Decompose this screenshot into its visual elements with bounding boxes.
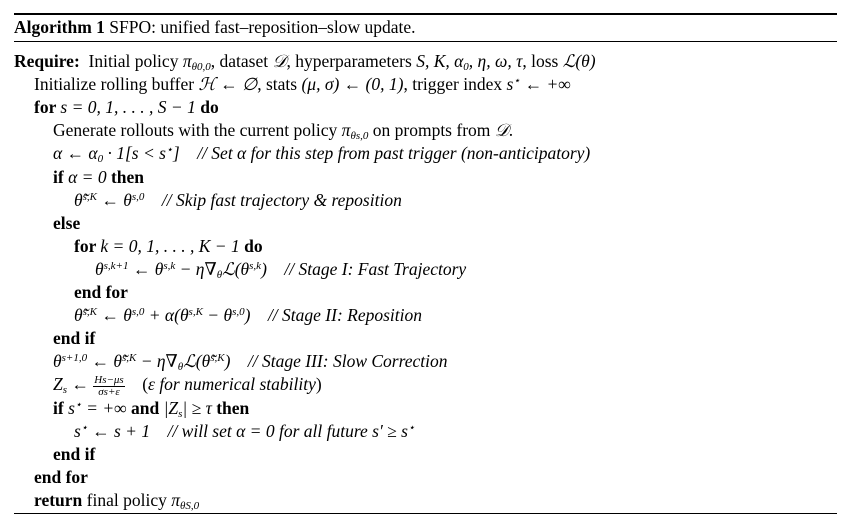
math: θ	[53, 351, 62, 372]
math: ← +∞	[520, 74, 571, 95]
algorithm-line	[53, 443, 95, 466]
algorithm-line	[53, 212, 80, 235]
text: , hyperparameters	[286, 51, 417, 71]
keyword: end for	[74, 282, 128, 302]
math	[144, 190, 162, 210]
math: Z	[53, 374, 63, 395]
algorithm-line	[34, 73, 571, 96]
keyword: for	[34, 97, 61, 118]
fraction-numerator: Hs−μs	[94, 373, 124, 386]
keyword: and	[131, 397, 164, 418]
math: s	[68, 397, 75, 418]
top-rule	[14, 13, 837, 15]
subscript: θS,0	[180, 499, 200, 512]
superscript: s+1,0	[61, 352, 88, 365]
math: ℒ(θ	[222, 258, 250, 279]
keyword: do	[200, 97, 219, 118]
math: θ̃	[74, 189, 83, 210]
math: π	[182, 51, 192, 71]
comment: // Stage II: Reposition	[267, 305, 423, 326]
keyword: if	[53, 397, 69, 418]
math: ← θ	[96, 189, 132, 210]
algorithm-line	[53, 327, 95, 350]
algorithm-line	[53, 166, 144, 189]
bottom-rule	[14, 513, 837, 514]
algorithm-line	[34, 489, 199, 512]
text: Generate rollouts with the current policy	[53, 120, 342, 141]
subscript: θ	[216, 268, 223, 281]
subscript: 0	[97, 153, 104, 166]
keyword: do	[244, 235, 263, 256]
math: ℒ(θ̃	[183, 351, 211, 372]
text: , dataset	[210, 51, 273, 71]
superscript: s,0	[131, 306, 145, 319]
math: π	[341, 120, 351, 141]
math: k = 0, 1, . . . , K − 1	[100, 235, 245, 256]
superscript: s,k+1	[103, 259, 129, 272]
math: ←	[67, 374, 94, 395]
superscript: ⋆	[166, 144, 173, 157]
math: ℋ ← ∅	[198, 74, 258, 95]
math: 𝒟	[272, 51, 287, 71]
math: ← s + 1	[87, 420, 168, 441]
algorithm-line	[74, 420, 415, 443]
comment: // Stage I: Fast Trajectory	[284, 258, 467, 279]
comment: // Set α for this step from past trigger (non-anticipatory)	[197, 143, 591, 164]
algorithm-line	[53, 119, 513, 142]
math: ← θ̃	[87, 351, 122, 372]
subscript: θ0,0	[191, 61, 211, 73]
math: α = 0	[68, 166, 111, 187]
subscript: θ	[177, 361, 184, 374]
keyword: then	[110, 166, 145, 187]
algorithm-line	[95, 258, 466, 281]
text: .	[508, 120, 514, 141]
math: )	[244, 305, 268, 326]
superscript: s,0	[131, 190, 145, 203]
algorithm-title: SFPO: unified fast–reposition–slow update.	[104, 17, 416, 37]
math: − θ	[202, 305, 233, 326]
math: )	[224, 351, 248, 372]
math: )	[261, 258, 285, 279]
algorithm-line	[74, 189, 402, 212]
math: θ	[95, 258, 104, 279]
comment: // will set α = 0 for all future s′ ≥ s	[167, 420, 408, 441]
superscript: s,K	[82, 306, 97, 319]
keyword: end if	[53, 328, 96, 349]
keyword: end if	[53, 443, 96, 464]
caption-rule	[14, 41, 837, 42]
math: α ← α	[53, 143, 98, 164]
math: ← θ	[96, 305, 132, 326]
keyword: Require:	[14, 51, 80, 71]
text: (	[142, 374, 149, 395]
superscript: s,k	[163, 259, 176, 272]
algorithm-line	[14, 50, 596, 73]
superscript: ⋆	[74, 398, 82, 411]
superscript: ⋆	[80, 421, 88, 434]
text: , loss	[522, 51, 563, 71]
superscript: s,0	[232, 306, 245, 319]
subscript: θs,0	[350, 130, 369, 143]
algorithm-line	[74, 281, 128, 304]
algorithm-line	[53, 397, 249, 420]
algorithm-line	[34, 466, 88, 489]
superscript: s,K	[188, 306, 203, 319]
algorithm-line	[53, 373, 322, 396]
keyword: for	[74, 235, 101, 256]
superscript: s,k	[249, 259, 262, 272]
math: 𝒟	[494, 120, 509, 141]
math: · 1[s < s	[103, 143, 166, 164]
math	[125, 374, 143, 394]
math: − η∇	[136, 351, 178, 372]
algorithm-line	[34, 96, 219, 119]
fraction-denominator: σs+ε	[98, 385, 120, 398]
algorithm-line	[53, 350, 448, 373]
algorithm-line	[74, 304, 422, 327]
algorithm-line	[53, 142, 590, 165]
math: − η∇	[175, 258, 217, 279]
algorithm-label: Algorithm 1	[14, 17, 105, 37]
comment: // Skip fast trajectory & reposition	[161, 189, 402, 210]
superscript: s,K	[82, 190, 97, 203]
math: s	[74, 420, 81, 441]
comment: ε for numerical stability	[148, 374, 316, 395]
text: Initial policy	[79, 51, 183, 71]
subscript: 0	[463, 61, 469, 73]
superscript: s,K	[210, 352, 225, 365]
superscript: s,K	[121, 352, 137, 365]
math: + α(θ	[144, 305, 189, 326]
text: , stats	[257, 74, 302, 95]
math: S, K, α	[416, 51, 464, 71]
math: θ̃	[74, 305, 83, 326]
keyword: else	[53, 212, 81, 233]
superscript: ⋆	[407, 421, 415, 434]
keyword: then	[216, 397, 250, 418]
superscript: ⋆	[513, 75, 521, 88]
subscript: s	[62, 384, 68, 397]
math: (μ, σ) ← (0, 1)	[301, 74, 404, 95]
comment: // Stage III: Slow Correction	[247, 351, 448, 372]
algorithm-caption	[14, 17, 416, 38]
keyword: end for	[34, 466, 88, 487]
math: |Z	[163, 397, 179, 418]
algorithm-line	[74, 235, 263, 258]
text: , trigger index	[403, 74, 507, 95]
keyword: if	[53, 166, 69, 187]
math: , η, ω, τ	[468, 51, 523, 71]
math: ]	[172, 143, 198, 164]
math: ℒ(θ)	[562, 51, 596, 71]
text: on prompts from	[368, 120, 495, 141]
text: final policy	[82, 489, 172, 510]
math: π	[171, 489, 180, 510]
math: = +∞	[81, 397, 131, 418]
text: )	[315, 374, 322, 395]
math: s = 0, 1, . . . , S − 1	[60, 97, 201, 118]
subscript: s	[178, 407, 183, 420]
math: | ≥ τ	[182, 397, 217, 418]
keyword: return	[34, 489, 83, 510]
math: ← θ	[128, 258, 164, 279]
math: s	[506, 74, 514, 95]
fraction	[93, 375, 124, 398]
text: Initialize rolling buffer	[34, 74, 199, 95]
